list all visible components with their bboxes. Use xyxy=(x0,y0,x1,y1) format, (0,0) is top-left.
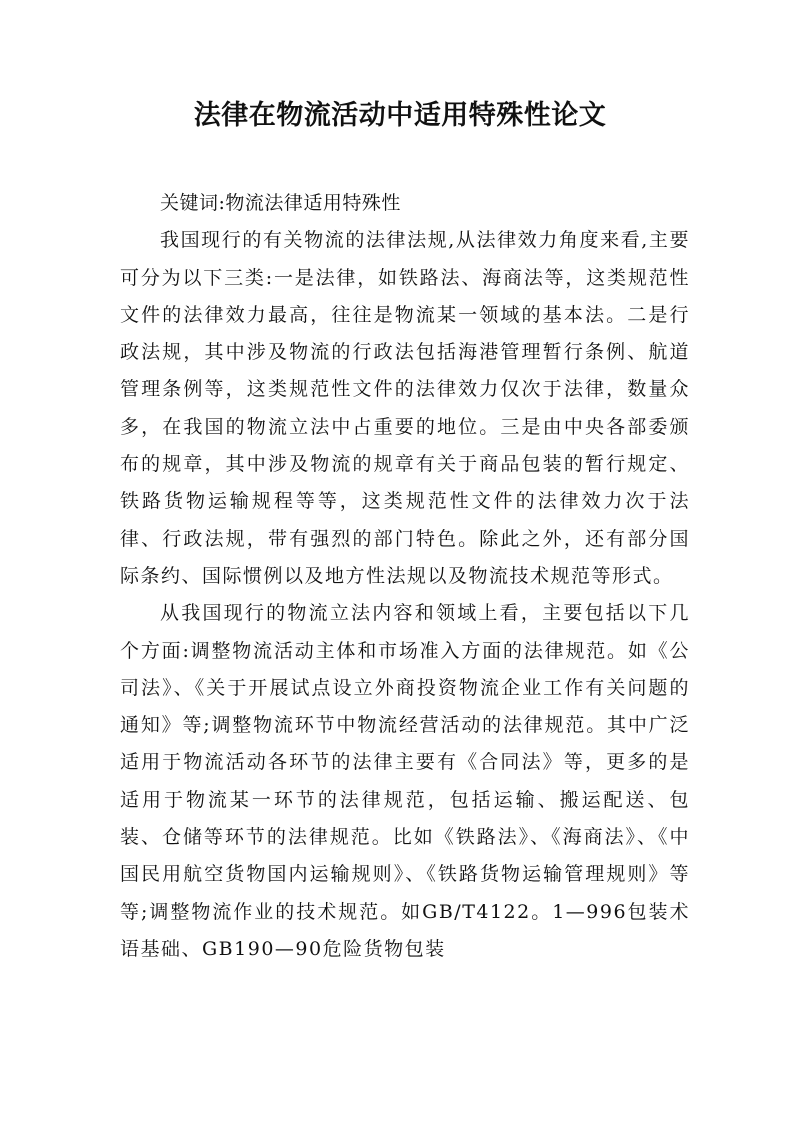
paragraph-1: 我国现行的有关物流的法律法规,从法律效力角度来看,主要可分为以下三类:一是法律，如铁路法、海商法等，这类规范性文件的法律效力最高，往往是物流某一领域的基本法。二是行政法规，其中涉及物流的行政法包括海港管理暂行条例、航道管理条例等，这类规范性文件的法律效力仅次于法律，数量众多，在我国的物流立法中占重要的地位。三是由中央各部委颁布的规章，其中涉及物流的规章有关于商品包装的暂行规定、铁路货物运输规程等等，这类规范性文件的法律效力次于法律、行政法规，带有强烈的部门特色。除此之外，还有部分国际条约、国际惯例以及地方性法规以及物流技术规范等形式。 xyxy=(120,229,690,587)
keywords-line: 关键词:物流法律适用特殊性 xyxy=(160,192,401,214)
paragraph-2: 从我国现行的物流立法内容和领域上看，主要包括以下几个方面:调整物流活动主体和市场准入方面的法律规范。如《公司法》、《关于开展试点设立外商投资物流企业工作有关问题的通知》等;调整物流环节中物流经营活动的法律规范。其中广泛适用于物流活动各环节的法律主要有《合同法》等，更多的是适用于物流某一环节的法律规范，包括运输、搬运配送、包装、仓储等环节的法律规范。比如《铁路法》、《海商法》、《中国民用航空货物国内运输规则》、《铁路货物运输管理规则》等等;调整物流作业的技术规范。如GB/T4122。1—996包装术语基础、GB190—90危险货物包装 xyxy=(120,602,690,960)
document-title: 法律在物流活动中适用特殊性论文 xyxy=(193,100,607,131)
document-body xyxy=(120,185,690,968)
